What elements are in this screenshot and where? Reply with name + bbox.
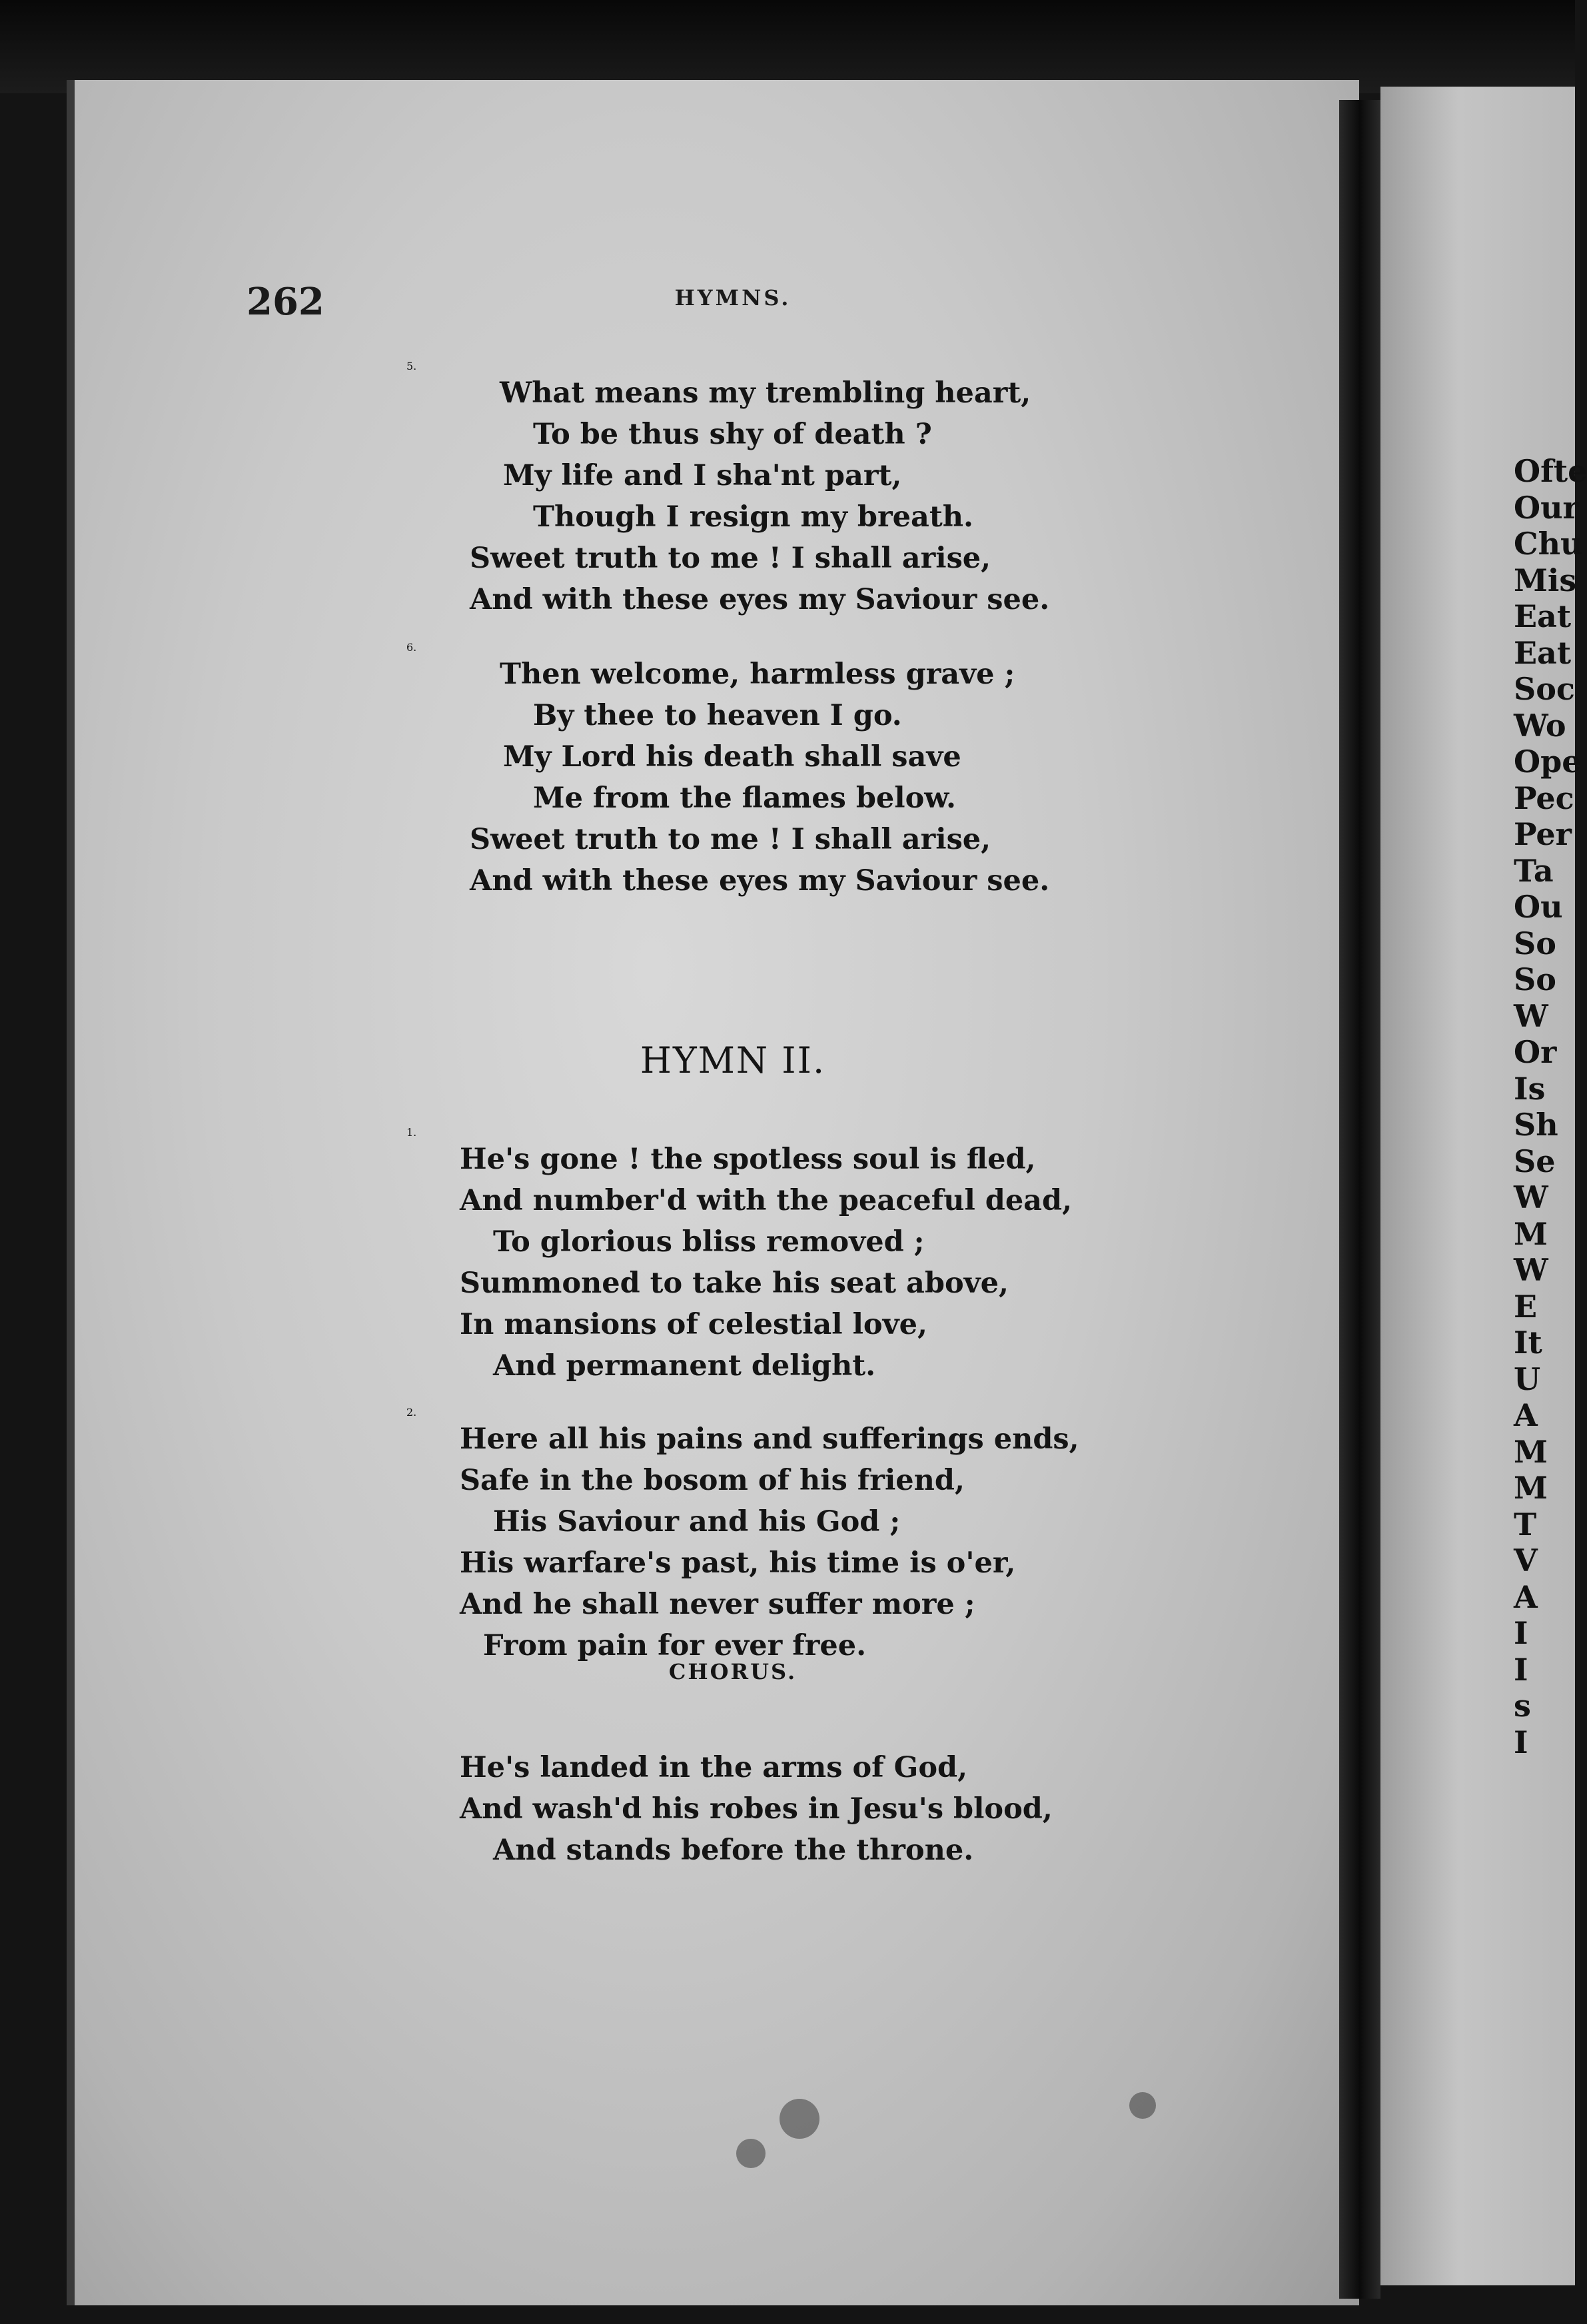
facing-line-fragment: Ofte (1514, 453, 1587, 489)
facing-line-fragment: I (1514, 1615, 1528, 1651)
facing-line-fragment: W (1514, 1252, 1548, 1288)
hymn2-stanza-2 (406, 1406, 1079, 1666)
facing-line-fragment: So (1514, 961, 1556, 997)
ink-stain (1129, 2092, 1156, 2119)
verse-line: He's landed in the arms of God, (460, 1751, 968, 1784)
book-gutter (1339, 100, 1380, 2299)
facing-line-fragment: A (1514, 1578, 1538, 1615)
verse-line: And stands before the throne. (493, 1834, 974, 1867)
facing-line-fragment: I (1514, 1724, 1528, 1760)
verse-line: To glorious bliss removed ; (493, 1225, 925, 1259)
facing-line-fragment: Ope (1514, 744, 1582, 780)
facing-line-fragment: Our (1514, 489, 1579, 526)
facing-line-fragment: Eat (1514, 598, 1572, 634)
stanza-6 (406, 641, 1073, 901)
facing-line-fragment: V (1514, 1542, 1538, 1578)
facing-line-fragment: M (1514, 1215, 1548, 1252)
verse-line: His warfare's past, his time is o'er, (460, 1546, 1016, 1580)
facing-line-fragment: Or (1514, 1034, 1557, 1070)
verse-line: Sweet truth to me ! I shall arise, (470, 823, 991, 856)
verse-line: From pain for ever free. (483, 1629, 867, 1662)
verse-line: And wash'd his robes in Jesu's blood, (460, 1792, 1053, 1826)
running-head (247, 280, 1019, 326)
chorus (406, 1747, 1073, 1871)
facing-line-fragment: Pec (1514, 780, 1574, 816)
stanza-number: 6. (406, 641, 417, 654)
verse-line: Summoned to take his seat above, (460, 1267, 1009, 1300)
facing-line-fragment: I (1514, 1651, 1528, 1688)
verse-line: He's gone ! the spotless soul is fled, (460, 1143, 1036, 1176)
facing-line-fragment: T (1514, 1506, 1537, 1542)
verse-line: In mansions of celestial love, (460, 1308, 927, 1341)
ink-stain (780, 2099, 819, 2139)
facing-line-fragment: Wo (1514, 707, 1566, 744)
facing-line-fragment: U (1514, 1361, 1541, 1397)
hymn2-stanza-1 (406, 1126, 1073, 1387)
verse-line: By thee to heaven I go. (533, 699, 902, 732)
hymn-heading: HYMN II. (640, 1039, 826, 1081)
verse-line: And with these eyes my Saviour see. (470, 583, 1050, 616)
facing-line-fragment: W (1514, 997, 1548, 1034)
verse-line: Here all his pains and sufferings ends, (460, 1423, 1079, 1456)
stanza-number: 5. (406, 360, 417, 372)
facing-line-fragment: It (1514, 1325, 1542, 1361)
facing-line-fragment: A (1514, 1397, 1538, 1433)
facing-line-fragment: Ta (1514, 852, 1554, 889)
verse-line: Though I resign my breath. (533, 500, 973, 534)
facing-line-fragment: M (1514, 1433, 1548, 1470)
verse-line: And permanent delight. (493, 1349, 876, 1383)
ink-stain (736, 2139, 766, 2168)
facing-line-fragment: Per (1514, 816, 1572, 852)
facing-line-fragment: Soc (1514, 671, 1575, 707)
facing-line-fragment: s (1514, 1688, 1531, 1724)
verse-line: And number'd with the peaceful dead, (460, 1184, 1073, 1217)
verse-line: And with these eyes my Saviour see. (470, 864, 1050, 897)
verse-line: Me from the flames below. (533, 782, 956, 815)
facing-line-fragment: E (1514, 1288, 1538, 1325)
verse-line: And he shall never suffer more ; (460, 1588, 975, 1621)
stanza-number: 2. (406, 1406, 417, 1419)
facing-line-fragment: Sh (1514, 1107, 1558, 1143)
verse-line: His Saviour and his God ; (493, 1505, 901, 1538)
scan-border (0, 0, 1575, 93)
page-number: 262 (247, 280, 324, 324)
verse-line: My Lord his death shall save (503, 740, 961, 774)
verse-line: Then welcome, harmless grave ; (500, 658, 1015, 691)
facing-line-fragment: Se (1514, 1143, 1556, 1179)
facing-page-text (1514, 453, 1587, 1760)
facing-line-fragment: So (1514, 925, 1556, 961)
facing-line-fragment: Is (1514, 1070, 1546, 1107)
stanza-5 (406, 360, 1073, 620)
verse-line: Sweet truth to me ! I shall arise, (470, 542, 991, 575)
verse-line: Safe in the bosom of his friend, (460, 1464, 965, 1497)
verse-line: What means my trembling heart, (500, 376, 1031, 410)
facing-line-fragment: W (1514, 1179, 1548, 1215)
facing-line-fragment: Mis (1514, 562, 1577, 598)
facing-line-fragment: Ou (1514, 889, 1563, 925)
verse-line: My life and I sha'nt part, (503, 459, 902, 492)
verse-line: To be thus shy of death ? (533, 418, 932, 451)
facing-line-fragment: M (1514, 1470, 1548, 1506)
facing-line-fragment: Chu (1514, 526, 1583, 562)
chorus-heading: CHORUS. (668, 1659, 797, 1684)
stanza-number: 1. (406, 1126, 417, 1139)
running-title: HYMNS. (674, 285, 792, 310)
facing-line-fragment: Eat (1514, 634, 1572, 671)
